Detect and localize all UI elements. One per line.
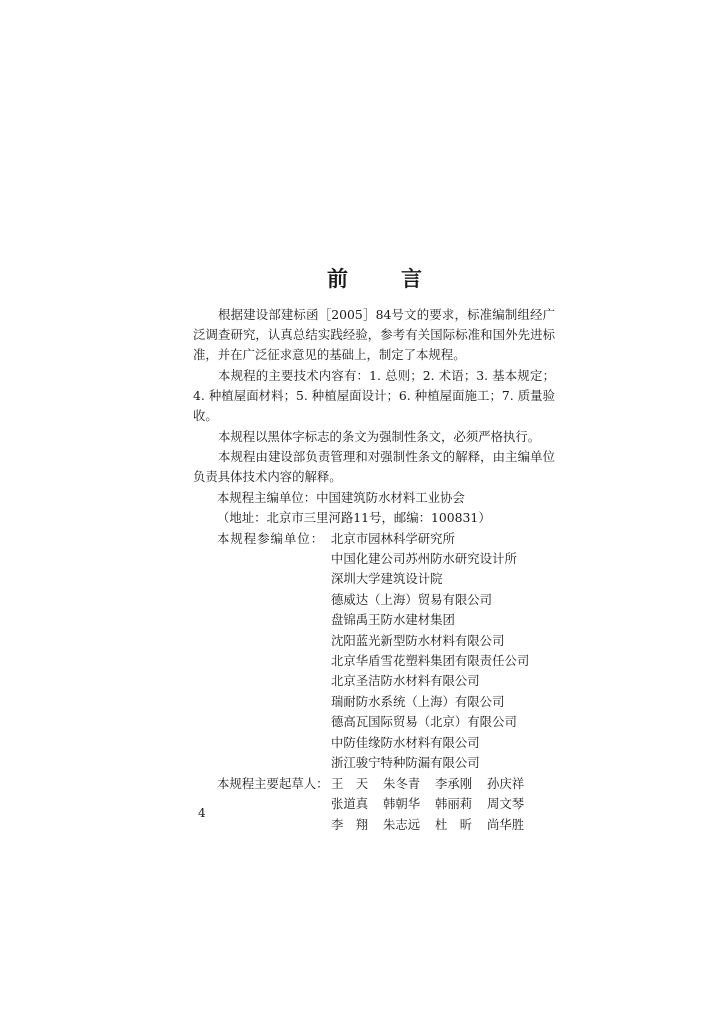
drafter-name: 朱冬青	[383, 776, 421, 791]
paragraph-3: 本规程以黑体字标志的条文为强制性条文，必须严格执行。	[218, 429, 541, 444]
drafter-name: 韩丽莉	[435, 796, 473, 811]
drafter-name: 李承刚	[435, 776, 473, 791]
paragraph-2: 本规程的主要技术内容有：1. 总则；2. 术语；3. 基本规定；4. 种植屋面材料；5. 种植屋面设计；6. 种植屋面施工；7. 质量验收。	[193, 368, 555, 423]
participant-unit: 北京圣洁防水材料有限公司	[331, 673, 480, 688]
drafters-row	[331, 815, 539, 835]
drafter-name: 杜 昕	[435, 817, 473, 832]
participant-unit: 北京市园林科学研究所	[331, 531, 455, 546]
drafter-name: 周文琴	[487, 796, 525, 811]
chief-editor-line: 本规程主编单位：中国建筑防水材料工业协会	[217, 490, 465, 505]
participant-unit: 深圳大学建筑设计院	[331, 571, 443, 586]
participant-unit: 瑞耐防水系统（上海）有限公司	[331, 694, 505, 709]
title-char-1: 前	[327, 266, 349, 291]
drafter-name: 李 翔	[331, 817, 369, 832]
drafter-name: 张道真	[331, 796, 369, 811]
participant-unit: 中国化建公司苏州防水研究设计所	[331, 551, 517, 566]
drafter-name: 韩朝华	[383, 796, 421, 811]
participants-label: 本规程参编单位：	[217, 531, 325, 546]
page-number: 4	[198, 806, 206, 820]
paragraph-4: 本规程由建设部负责管理和对强制性条文的解释，由主编单位负责具体技术内容的解释。	[193, 449, 555, 484]
address-line: （地址：北京市三里河路11号，邮编：100831）	[217, 510, 491, 525]
participant-unit: 浙江骏宁特种防漏有限公司	[331, 755, 480, 770]
drafter-name: 王 天	[331, 776, 369, 791]
drafters-label: 本规程主要起草人：	[217, 776, 329, 791]
participant-unit: 中防佳缘防水材料有限公司	[331, 735, 480, 750]
participant-unit: 德威达（上海）贸易有限公司	[331, 592, 493, 607]
paragraph-1: 根据建设部建标函［2005］84号文的要求，标准编制组经广泛调查研究，认真总结实践经验，参考有关国际标准和国外先进标准，并在广泛征求意见的基础上，制定了本规程。	[193, 307, 555, 362]
drafter-name: 朱志远	[383, 817, 421, 832]
participant-unit: 盘锦禹王防水建材集团	[331, 612, 455, 627]
participant-unit: 北京华盾雪花塑料集团有限责任公司	[331, 653, 530, 668]
participant-unit: 沈阳蓝光新型防水材料有限公司	[331, 633, 505, 648]
page-title	[200, 263, 550, 293]
drafter-name: 尚华胜	[487, 817, 525, 832]
participant-unit: 德高瓦国际贸易（北京）有限公司	[331, 714, 517, 729]
title-char-2: 言	[401, 266, 423, 291]
drafter-name: 孙庆祥	[487, 776, 525, 791]
drafters-row	[331, 774, 539, 794]
drafters-row	[331, 794, 539, 814]
